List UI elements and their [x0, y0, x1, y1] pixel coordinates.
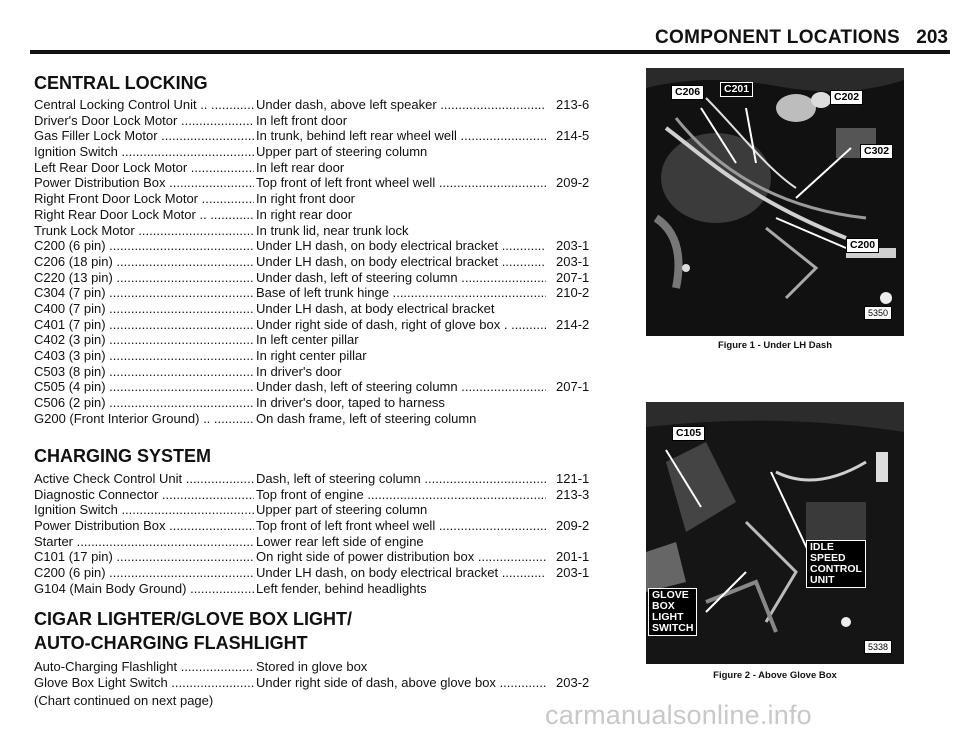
page-reference: 203-2	[556, 674, 590, 690]
location-text: Stored in glove box	[256, 659, 368, 674]
component-text: Central Locking Control Unit ..	[34, 97, 208, 112]
component-location	[256, 128, 546, 144]
figure-1-illustration	[646, 68, 904, 336]
component-text: Right Rear Door Lock Motor ..	[34, 206, 207, 222]
page-reference: 209-2	[556, 518, 590, 534]
component-name	[34, 659, 254, 675]
component-name	[34, 175, 254, 191]
glove-label-line-2: BOX	[652, 600, 675, 612]
page-reference: 203-1	[556, 238, 590, 254]
component-location	[256, 160, 546, 176]
figure-1-number: 5350	[864, 306, 892, 320]
table-row	[34, 395, 604, 411]
component-name	[34, 128, 254, 144]
idle-label-line-4: UNIT	[810, 574, 835, 586]
location-text: Top front of left front wheel well	[256, 175, 436, 191]
page-number: 203	[916, 27, 948, 48]
figure-1-label-c202: C202	[830, 90, 863, 105]
component-name	[34, 207, 254, 223]
location-text: In left front door	[256, 112, 348, 128]
component-name	[34, 364, 254, 380]
component-location	[256, 317, 546, 333]
glove-label-line-4: SWITCH	[652, 622, 694, 634]
component-name	[34, 191, 254, 207]
component-name	[34, 144, 254, 160]
location-text: In driver's door	[256, 363, 342, 379]
component-text: Active Check Control Unit	[34, 471, 183, 486]
component-name	[34, 301, 254, 317]
component-location	[256, 270, 546, 286]
location-text: Under right side of dash, above glove box	[256, 674, 496, 690]
component-name	[34, 411, 254, 427]
figure-1-label-c206: C206	[671, 85, 704, 100]
table-row	[34, 97, 604, 113]
table-row	[34, 471, 604, 487]
page-reference: 207-1	[556, 269, 590, 285]
table-row	[34, 379, 604, 395]
component-text: Glove Box Light Switch	[34, 674, 168, 690]
location-text: In trunk lid, near trunk lock	[256, 222, 409, 238]
page-reference: 214-2	[556, 316, 590, 332]
component-name	[34, 223, 254, 239]
page-reference: 213-6	[556, 97, 590, 112]
component-location	[256, 113, 546, 129]
location-text: In trunk, behind left rear wheel well	[256, 128, 457, 144]
location-text: Under right side of dash, right of glove box .	[256, 316, 508, 332]
page-reference: 210-2	[556, 285, 590, 301]
table-row	[34, 301, 604, 317]
page-header-title: COMPONENT LOCATIONS	[655, 27, 900, 48]
table-row	[34, 191, 604, 207]
table-row	[34, 364, 604, 380]
component-text: Ignition Switch	[34, 502, 118, 518]
component-location	[256, 223, 546, 239]
component-text: C200 (6 pin)	[34, 238, 106, 254]
location-text: Left fender, behind headlights	[256, 580, 427, 596]
component-name	[34, 113, 254, 129]
component-location	[256, 565, 546, 581]
location-text: Upper part of steering column	[256, 502, 428, 518]
location-text: In driver's door, taped to harness	[256, 395, 445, 411]
component-location	[256, 348, 546, 364]
location-text: On right side of power distribution box	[256, 549, 475, 565]
component-location	[256, 487, 546, 503]
component-name	[34, 534, 254, 550]
component-location	[256, 471, 546, 487]
location-text: Under LH dash, on body electrical bracket	[256, 565, 499, 581]
component-name	[34, 675, 254, 691]
table-row	[34, 270, 604, 286]
component-text: Ignition Switch	[34, 144, 118, 160]
component-text: C401 (7 pin)	[34, 316, 106, 332]
component-name	[34, 518, 254, 534]
component-name	[34, 379, 254, 395]
component-text: Starter	[34, 533, 74, 549]
page-reference: 209-2	[556, 175, 590, 191]
page-reference: 203-1	[556, 253, 590, 269]
component-text: G104 (Main Body Ground)	[34, 580, 187, 596]
component-text: Auto-Charging Flashlight	[34, 659, 178, 674]
component-location	[256, 144, 546, 160]
component-location	[256, 254, 546, 270]
section-heading-central-locking: CENTRAL LOCKING	[34, 73, 208, 93]
header-rule	[30, 50, 950, 54]
figure-1-label-c201: C201	[720, 82, 753, 97]
watermark: carmanualsonline.info	[545, 700, 812, 730]
table-row	[34, 659, 604, 675]
location-text: Dash, left of steering column	[256, 471, 421, 486]
component-name	[34, 317, 254, 333]
component-name	[34, 270, 254, 286]
component-text: Gas Filler Lock Motor	[34, 128, 158, 144]
component-location	[256, 379, 546, 395]
table-row	[34, 128, 604, 144]
component-text: C220 (13 pin)	[34, 269, 113, 285]
table-row	[34, 332, 604, 348]
table-row	[34, 160, 604, 176]
component-location	[256, 97, 546, 113]
location-text: Under LH dash, on body electrical bracket	[256, 238, 499, 254]
table-row	[34, 285, 604, 301]
component-name	[34, 581, 254, 597]
table-row	[34, 675, 604, 691]
table-row	[34, 411, 604, 427]
figure-1-label-c302: C302	[860, 144, 893, 159]
figure-2-photo	[646, 402, 904, 664]
section-heading-cigar-lighter: CIGAR LIGHTER/GLOVE BOX LIGHT/	[34, 609, 353, 629]
component-text: C101 (17 pin)	[34, 549, 113, 565]
figure-2-number: 5338	[864, 640, 892, 654]
component-text: Trunk Lock Motor	[34, 222, 135, 238]
component-text: Diagnostic Connector	[34, 486, 159, 502]
figure-2-label-c105: C105	[672, 426, 705, 441]
table-row	[34, 549, 604, 565]
component-text: C206 (18 pin)	[34, 253, 113, 269]
component-location	[256, 581, 546, 597]
component-text: C503 (8 pin)	[34, 363, 106, 379]
component-location	[256, 411, 546, 427]
component-name	[34, 160, 254, 176]
component-location	[256, 364, 546, 380]
figure-2-label-glove-box-light-switch	[648, 588, 697, 636]
component-location	[256, 191, 546, 207]
location-text: Top front of engine	[256, 486, 364, 502]
glove-label-line-1: GLOVE	[652, 589, 689, 601]
component-name	[34, 487, 254, 503]
page-reference: 121-1	[556, 471, 590, 486]
continued-note: (Chart continued on next page)	[34, 693, 214, 708]
component-name	[34, 502, 254, 518]
location-text: In left center pillar	[256, 332, 359, 348]
page-reference: 201-1	[556, 549, 590, 565]
idle-label-line-3: CONTROL	[810, 563, 862, 575]
location-text: Top front of left front wheel well	[256, 518, 436, 534]
component-text: C400 (7 pin)	[34, 300, 106, 316]
figure-2-label-idle-speed-control-unit	[806, 540, 866, 588]
component-location	[256, 675, 546, 691]
table-row	[34, 502, 604, 518]
component-text: G200 (Front Interior Ground) ..	[34, 410, 211, 426]
table-row	[34, 518, 604, 534]
component-location	[256, 207, 546, 223]
component-name	[34, 97, 254, 113]
figure-1-photo	[646, 68, 904, 336]
component-location	[256, 534, 546, 550]
component-name	[34, 348, 254, 364]
location-text: Under dash, left of steering column	[256, 269, 458, 285]
component-name	[34, 395, 254, 411]
table-row	[34, 144, 604, 160]
location-text: In right center pillar	[256, 348, 367, 363]
component-location	[256, 238, 546, 254]
component-location	[256, 285, 546, 301]
location-text: Upper part of steering column	[256, 144, 428, 160]
component-location	[256, 332, 546, 348]
location-text: Under dash, left of steering column	[256, 379, 458, 395]
component-text: Driver's Door Lock Motor	[34, 112, 178, 128]
table-row	[34, 565, 604, 581]
component-location	[256, 659, 546, 675]
component-name	[34, 285, 254, 301]
figure-1-label-c200: C200	[846, 238, 879, 253]
component-location	[256, 502, 546, 518]
page-reference: 203-1	[556, 565, 590, 581]
page-reference: 213-3	[556, 486, 590, 502]
component-location	[256, 301, 546, 317]
cigar-lighter-table	[34, 659, 604, 690]
component-text: Left Rear Door Lock Motor	[34, 159, 188, 175]
page-reference: 207-1	[556, 379, 590, 395]
component-name	[34, 565, 254, 581]
table-row	[34, 238, 604, 254]
component-location	[256, 549, 546, 565]
idle-label-line-1: IDLE	[810, 541, 834, 553]
idle-label-line-2: SPEED	[810, 552, 846, 564]
central-locking-table	[34, 97, 604, 426]
component-name	[34, 238, 254, 254]
component-text: C403 (3 pin)	[34, 348, 106, 363]
table-row	[34, 534, 604, 550]
component-text: C304 (7 pin)	[34, 285, 106, 301]
component-location	[256, 395, 546, 411]
charging-system-table	[34, 471, 604, 597]
location-text: Under LH dash, at body electrical bracket	[256, 300, 495, 316]
figure-1-caption: Figure 1 - Under LH Dash	[717, 340, 832, 351]
figure-2-caption: Figure 2 - Above Glove Box	[713, 670, 837, 681]
component-text: Power Distribution Box	[34, 175, 166, 191]
location-text: In left rear door	[256, 159, 345, 175]
component-text: C200 (6 pin)	[34, 565, 106, 581]
location-text: Under dash, above left speaker	[256, 97, 437, 112]
location-text: On dash frame, left of steering column	[256, 410, 477, 426]
table-row	[34, 317, 604, 333]
component-location	[256, 175, 546, 191]
component-name	[34, 254, 254, 270]
component-text: C506 (2 pin)	[34, 395, 106, 411]
location-text: In right front door	[256, 191, 355, 207]
glove-label-line-3: LIGHT	[652, 611, 684, 623]
table-row	[34, 348, 604, 364]
component-name	[34, 549, 254, 565]
table-row	[34, 581, 604, 597]
table-row	[34, 175, 604, 191]
component-text: Right Front Door Lock Motor	[34, 191, 199, 207]
table-row	[34, 487, 604, 503]
location-text: Lower rear left side of engine	[256, 533, 424, 549]
component-text: C505 (4 pin)	[34, 379, 106, 395]
component-name	[34, 332, 254, 348]
component-name	[34, 471, 254, 487]
table-row	[34, 254, 604, 270]
table-row	[34, 207, 604, 223]
component-text: Power Distribution Box	[34, 518, 166, 534]
location-text: In right rear door	[256, 206, 353, 222]
component-location	[256, 518, 546, 534]
section-heading-charging-system: CHARGING SYSTEM	[34, 446, 212, 466]
component-text: C402 (3 pin)	[34, 332, 106, 348]
page-reference: 214-5	[556, 128, 590, 144]
location-text: Base of left trunk hinge	[256, 285, 389, 301]
table-row	[34, 113, 604, 129]
table-row	[34, 223, 604, 239]
section-heading-cigar-lighter-line2: AUTO-CHARGING FLASHLIGHT	[34, 633, 308, 653]
location-text: Under LH dash, on body electrical bracket	[256, 253, 499, 269]
